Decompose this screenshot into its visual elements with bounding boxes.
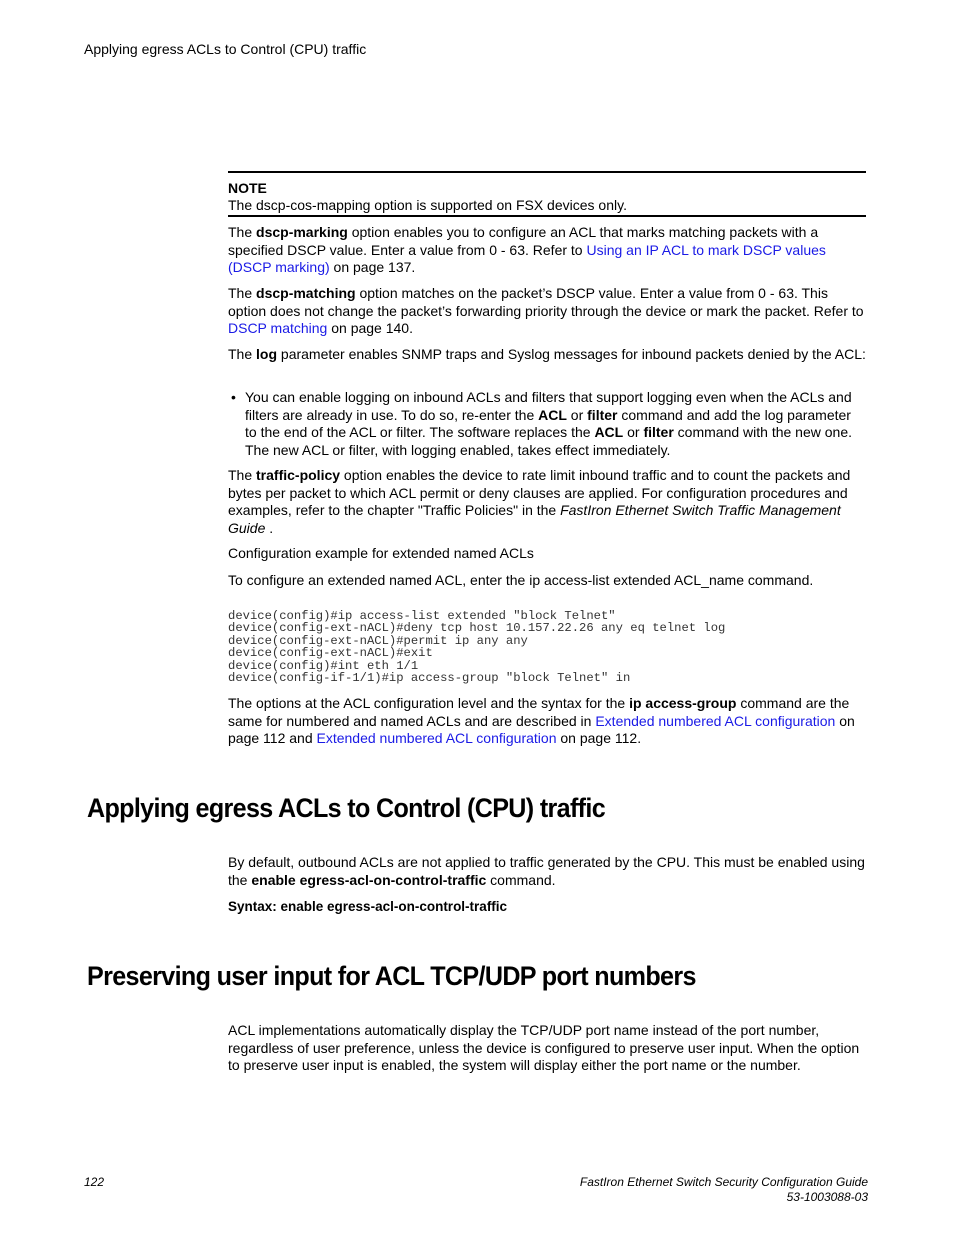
footer-doc-number: 53-1003088-03 (786, 1190, 868, 1204)
term-dscp-marking: dscp-marking (256, 224, 348, 240)
note-box (228, 171, 866, 217)
section-heading-egress: Applying egress ACLs to Control (CPU) traffic (87, 793, 606, 823)
link-dscp-matching[interactable]: DSCP matching (228, 320, 328, 336)
section-heading-preserve: Preserving user input for ACL TCP/UDP port numbers (87, 961, 696, 991)
footer-info (580, 1175, 868, 1205)
footer-book-title: FastIron Ethernet Switch Security Configuration Guide (579, 1175, 868, 1189)
paragraph-options: The options at the ACL configuration level and the syntax for the ip access-group command are the same for numbered and named ACLs and are described in Extended numbered ACL configuration on page 112 and Extended numbered ACL configuration on page 112. (228, 695, 855, 746)
term-traffic-policy: traffic-policy (256, 467, 341, 483)
code-line: device(config)#ip access-list extended "block Telnet" (228, 609, 616, 623)
paragraph-log: The log parameter enables SNMP traps and Syslog messages for inbound packets denied by the ACL: (228, 346, 866, 362)
running-header: Applying egress ACLs to Control (CPU) traffic (84, 41, 367, 57)
link-extended-numbered-acl-1[interactable]: Extended numbered ACL configuration (595, 712, 836, 729)
syntax-line: Syntax: enable egress-acl-on-control-traffic (228, 899, 508, 914)
paragraph-traffic-policy: The traffic-policy option enables the device to rate limit inbound traffic and to count the packets and bytes per packet to which ACL permit or deny clauses are applied. For configuration procedures and examples, refer to the chapter "Traffic Policies" in the FastIron Ethernet Switch Traffic Management Guide . (228, 467, 851, 536)
term-log: log (256, 346, 278, 362)
term-dscp-matching: dscp-matching (256, 285, 356, 301)
link-extended-numbered-acl-2[interactable]: Extended numbered ACL configuration (316, 730, 557, 746)
code-line: device(config-ext-nACL)#exit (228, 646, 433, 661)
page-number: 122 (84, 1175, 105, 1189)
code-line: device(config-ext-nACL)#permit ip any any (228, 633, 528, 648)
note-text: The dscp-cos-mapping option is supported on FSX devices only. (228, 197, 627, 213)
list-item: • You can enable logging on inbound ACLs and filters that support logging even when the ACLs and filters are already in use. To do so, re-enter the ACL or filter command and add the log parameter to the end of the ACL or filter. The software replaces the ACL or filter command with the new one. The new ACL or filter, with logging enabled, takes effect immediately. (228, 389, 866, 459)
link-dscp-marking[interactable]: Using an IP ACL to mark DSCP values (DSCP marking) (228, 241, 826, 275)
book-title-reference: FastIron Ethernet Switch Traffic Management Guide (228, 502, 841, 536)
code-line: device(config-ext-nACL)#deny tcp host 10.157.22.26 any eq telnet log (228, 621, 726, 636)
paragraph-preserve: ACL implementations automatically display the TCP/UDP port name instead of the port number, regardless of user preference, unless the device is configured to preserve user input. When the option to preserve user input is enabled, the system will display either the port name or the number. (228, 1022, 860, 1073)
paragraph-dscp-matching: The dscp-matching option matches on the packet’s DSCP value. Enter a value from 0 - 63. This option does not change the packet’s forwarding priority through the device or mark the packet. Refer to DSCP matching on page 140. (228, 285, 864, 336)
bullet-list (228, 389, 866, 459)
code-line: device(config)#int eth 1/1 (228, 658, 419, 673)
paragraph-dscp-marking: The dscp-marking option enables you to configure an ACL that marks matching packets with a specified DSCP value. Enter a value from 0 - 63. Refer to Using an IP ACL to mark DSCP values (DSCP marking) on page 137. (228, 224, 826, 275)
code-line: device(config-if-1/1)#ip access-group "block Telnet" in (228, 671, 631, 686)
paragraph-egress: By default, outbound ACLs are not applied to traffic generated by the CPU. This must be enabled using the enable egress-acl-on-control-traffic command. (228, 854, 865, 888)
paragraph-config-example: Configuration example for extended named ACLs (228, 545, 534, 561)
term-enable-egress: enable egress-acl-on-control-traffic (251, 871, 487, 888)
code-block (228, 610, 725, 684)
note-title: NOTE (228, 180, 267, 196)
term-ip-access-group: ip access-group (629, 695, 737, 711)
paragraph-to-configure: To configure an extended named ACL, enter the ip access-list extended ACL_name command. (228, 572, 814, 588)
